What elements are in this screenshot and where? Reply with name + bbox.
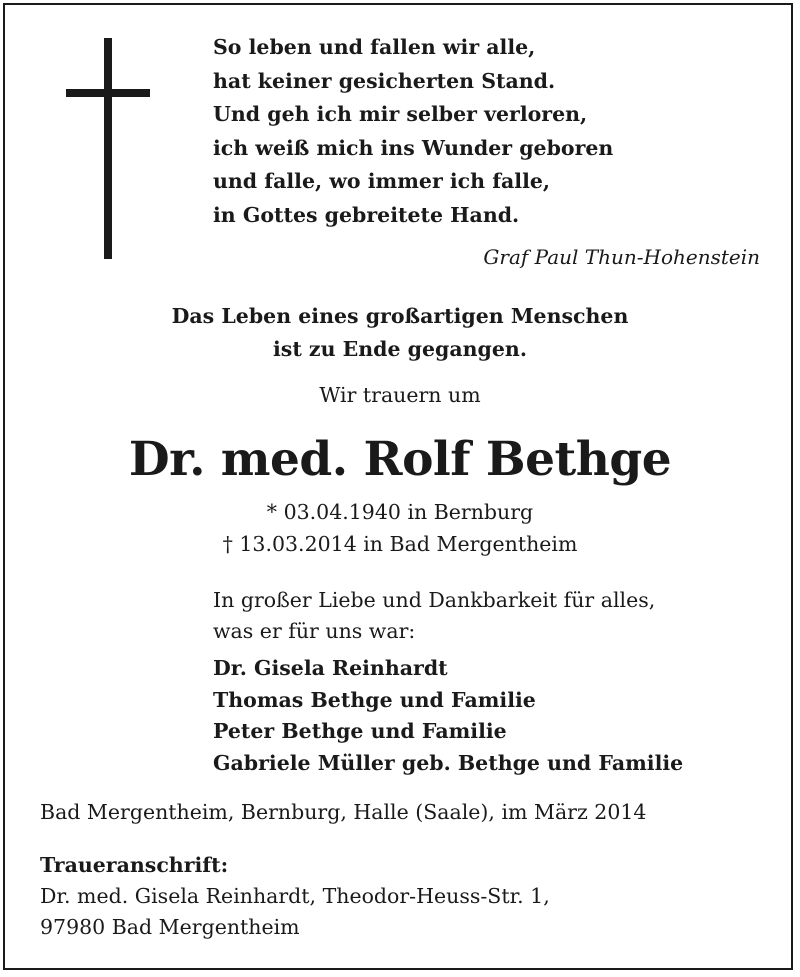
cross-horizontal-bar: [66, 89, 150, 97]
birth-date: * 03.04.1940 in Bernburg: [266, 500, 534, 524]
poem-line: in Gottes gebreitete Hand.: [213, 202, 520, 227]
mourning-text: Wir trauern um: [319, 383, 481, 407]
address-label: Traueranschrift:: [40, 853, 229, 877]
intro-line: Das Leben eines großartigen Menschen: [171, 304, 629, 328]
poem-line: ich weiß mich ins Wunder geboren: [213, 135, 614, 160]
family-member: Thomas Bethge und Familie: [213, 687, 536, 712]
mourning-address: [40, 850, 550, 943]
poem-author: Graf Paul Thun-Hohenstein: [483, 245, 760, 269]
family-member: Peter Bethge und Familie: [213, 719, 507, 743]
gratitude-line: In großer Liebe und Dankbarkeit für alles,: [213, 588, 656, 612]
poem-line: hat keiner gesicherten Stand.: [213, 68, 556, 93]
gratitude-line: was er für uns war:: [213, 619, 416, 643]
death-date: † 13.03.2014 in Bad Mergentheim: [222, 532, 578, 556]
poem-line: Und geh ich mir selber verloren,: [213, 102, 588, 126]
intro-line: ist zu Ende gegangen.: [273, 337, 527, 361]
poem-line: und falle, wo immer ich falle,: [213, 169, 551, 193]
address-line: Dr. med. Gisela Reinhardt, Theodor-Heuss-Str. 1,: [40, 884, 550, 908]
poem: [213, 31, 613, 232]
poem-line: So leben und fallen wir alle,: [213, 35, 536, 59]
family-member: Dr. Gisela Reinhardt: [213, 656, 448, 680]
deceased-name: Dr. med. Rolf Bethge: [128, 432, 672, 487]
place-date-line: Bad Mergentheim, Bernburg, Halle (Saale), im März 2014: [40, 800, 647, 824]
family-member: Gabriele Müller geb. Bethge und Familie: [213, 750, 684, 775]
life-dates: [0, 496, 800, 560]
intro-text: [0, 300, 800, 366]
cross-vertical-bar: [104, 38, 112, 259]
gratitude-text: [213, 585, 655, 647]
address-line: 97980 Bad Mergentheim: [40, 915, 300, 939]
family-list: [213, 653, 683, 779]
